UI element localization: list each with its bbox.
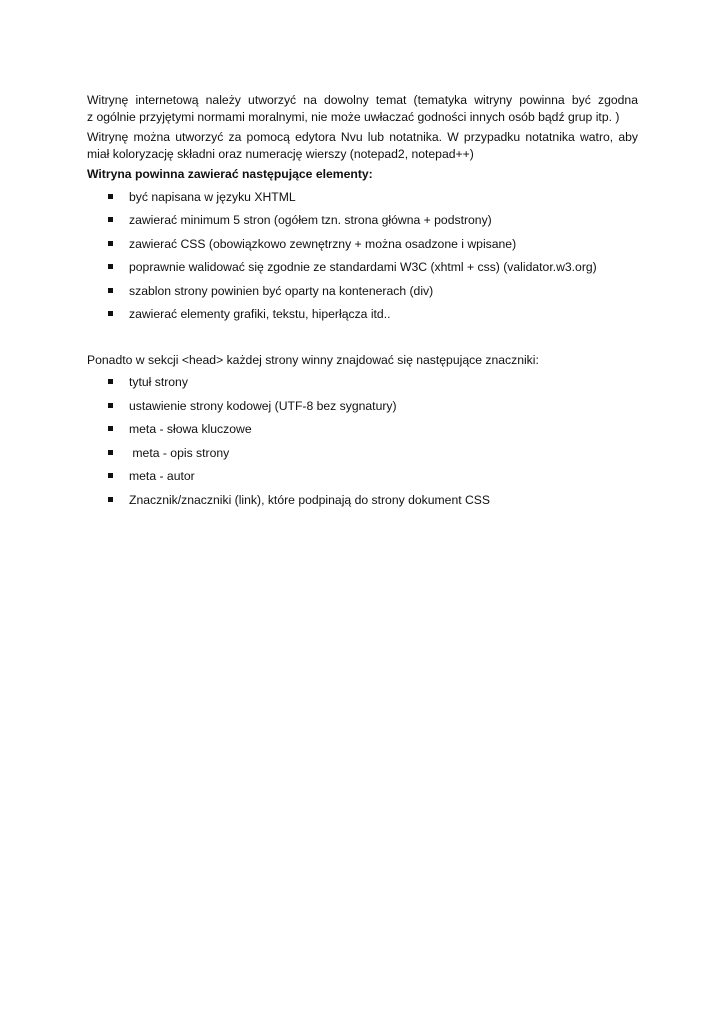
list-item-text: zawierać minimum 5 stron (ogółem tzn. strona główna + podstrony) xyxy=(129,213,492,227)
list-item-text: meta - słowa kluczowe xyxy=(129,422,252,436)
square-bullet-icon xyxy=(108,497,113,502)
intro-paragraph-2 xyxy=(87,129,638,162)
list-item xyxy=(87,259,638,283)
list-item-text: szablon strony powinien być oparty na kontenerach (div) xyxy=(129,283,434,298)
intro-paragraph-2-line-2: miał koloryzację składni oraz numerację wierszy (notepad2, notepad++) xyxy=(87,146,474,161)
list-item xyxy=(87,445,638,469)
square-bullet-icon xyxy=(108,264,113,269)
square-bullet-icon xyxy=(108,194,113,199)
list-item-text: poprawnie walidować się zgodnie ze standardami W3C (xhtml + css) (validator.w3.org) xyxy=(129,260,597,274)
list-item xyxy=(87,398,638,422)
square-bullet-icon xyxy=(108,311,113,316)
list-item xyxy=(87,421,638,445)
list-item-text: być napisana w języku XHTML xyxy=(129,189,296,204)
list-item xyxy=(87,374,638,398)
square-bullet-icon xyxy=(108,450,113,455)
list-item-text: tytuł strony xyxy=(129,375,188,389)
document-body xyxy=(87,92,638,515)
intro-paragraph-1-line-1: Witrynę internetową należy utworzyć na dowolny temat (tematyka witryny powinna być zgodna xyxy=(87,93,638,107)
intro-paragraph-1-line-2: z ogólnie przyjętymi normami moralnymi, nie może uwłaczać godności innych osób bądź grup itp. ) xyxy=(87,109,620,124)
list-item-text: Znacznik/znaczniki (link), które podpinają do strony dokument CSS xyxy=(129,492,491,507)
list-item-text: meta - opis strony xyxy=(129,445,230,460)
square-bullet-icon xyxy=(108,379,113,384)
list-item xyxy=(87,236,638,260)
paragraph-spacer xyxy=(87,330,638,352)
list-item xyxy=(87,468,638,492)
list-item xyxy=(87,492,638,516)
list-item xyxy=(87,306,638,330)
list-item-text: zawierać CSS (obowiązkowo zewnętrzny + można osadzone i wpisane) xyxy=(129,236,517,251)
requirements-list xyxy=(87,189,638,330)
list-item xyxy=(87,212,638,236)
list-item-text: meta - autor xyxy=(129,469,195,483)
head-section-paragraph: Ponadto w sekcji <head> każdej strony winny znajdować się następujące znaczniki: xyxy=(87,352,539,367)
list-item-text: zawierać elementy grafiki, tekstu, hiperłącza itd.. xyxy=(129,307,391,321)
square-bullet-icon xyxy=(108,473,113,478)
square-bullet-icon xyxy=(108,241,113,246)
list-item xyxy=(87,283,638,307)
head-items-list xyxy=(87,374,638,515)
list-item xyxy=(87,189,638,213)
intro-paragraph-1 xyxy=(87,92,638,125)
intro-paragraph-2-line-1: Witrynę można utworzyć za pomocą edytora Nvu lub notatnika. W przypadku notatnika watro, aby xyxy=(87,130,638,144)
square-bullet-icon xyxy=(108,217,113,222)
square-bullet-icon xyxy=(108,403,113,408)
square-bullet-icon xyxy=(108,288,113,293)
square-bullet-icon xyxy=(108,426,113,431)
list-item-text: ustawienie strony kodowej (UTF-8 bez sygnatury) xyxy=(129,398,397,413)
requirements-heading: Witryna powinna zawierać następujące elementy: xyxy=(87,167,373,181)
